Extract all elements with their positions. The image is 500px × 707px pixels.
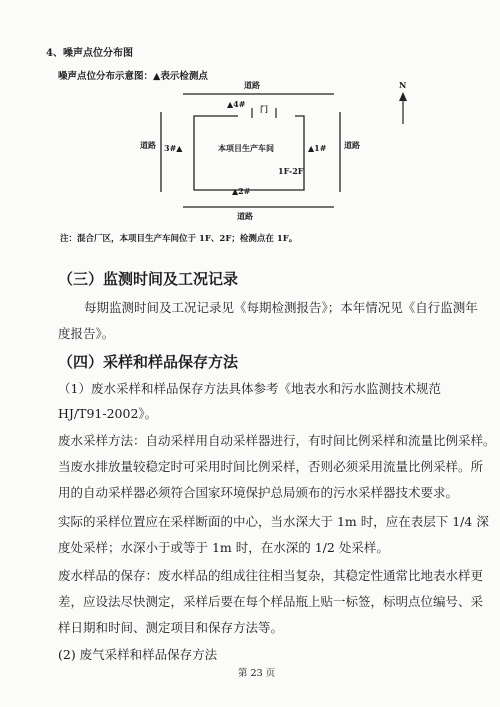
- storage-line1: 废水样品的保存：废水样品的组成往往相当复杂，其稳定性通常比地表水样更: [58, 568, 484, 583]
- monitoring-para-line2: 度报告》。: [58, 326, 115, 341]
- position-line2: 度处采样；水深小于或等于 1m 时，在水深的 1/2 处采样。: [58, 540, 389, 555]
- building-label: 本项目生产车间: [218, 143, 274, 153]
- method-line2: 当废水排放量较稳定时可采用时间比例采样，否则必须采用流量比例采样。所: [58, 459, 484, 474]
- page-number: 第 23 页: [238, 668, 276, 679]
- caption-legend: ▲表示检测点: [153, 71, 208, 82]
- north-label: N: [399, 80, 407, 90]
- item2-heading: (2) 废气采样和样品保存方法: [58, 647, 218, 662]
- diagram-note: 注：混合厂区，本项目生产车间位于 1F、2F；检测点在 1F。: [60, 234, 298, 244]
- method-line1: 废水采样方法：自动采样用自动采样器进行，有时间比例采样和流量比例采样。: [58, 433, 496, 448]
- floors-label: 1F-2F: [278, 166, 304, 176]
- caption-prefix: 噪声点位分布示意图：: [58, 71, 154, 82]
- storage-line2: 差，应设法尽快测定，采样后要在每个样品瓶上贴一标签，标明点位编号、采: [58, 594, 484, 609]
- section-heading-monitoring-time: （三）监测时间及工况记录: [58, 270, 239, 288]
- storage-line3: 样日期和时间、测定项目和保存方法等。: [58, 620, 284, 635]
- monitoring-para-line1: 每期监测时间及工况记录见《每期检测报告》；本年情况见《自行监测年: [84, 300, 478, 315]
- item1-line2: HJ/T91-2002》。: [58, 406, 158, 421]
- gate-label: 门: [260, 104, 268, 114]
- point-4-marker: ▲4#: [227, 99, 246, 109]
- section-title: 4、噪声点位分布图: [46, 48, 133, 59]
- road-left-label: 道路: [140, 140, 156, 150]
- position-line1: 实际的采样位置应在采样断面的中心，当水深大于 1m 时，应在表层下 1/4 深: [58, 514, 489, 529]
- point-2-marker: ▲2#: [232, 186, 251, 196]
- section-heading-sampling: （四）采样和样品保存方法: [58, 353, 239, 371]
- road-right-label: 道路: [344, 140, 360, 150]
- point-1-marker: ▲1#: [308, 143, 327, 153]
- road-top-label: 道路: [244, 80, 260, 90]
- method-line3: 用的自动采样器必须符合国家环境保护总局颁布的污水采样器技术要求。: [58, 485, 459, 500]
- item1-line1: （1）废水采样和样品保存方法具体参考《地表水和污水监测技术规范: [58, 381, 441, 396]
- north-arrow-head: [399, 92, 407, 101]
- road-bottom-label: 道路: [237, 211, 253, 221]
- point-3-marker: 3#▲: [164, 143, 183, 153]
